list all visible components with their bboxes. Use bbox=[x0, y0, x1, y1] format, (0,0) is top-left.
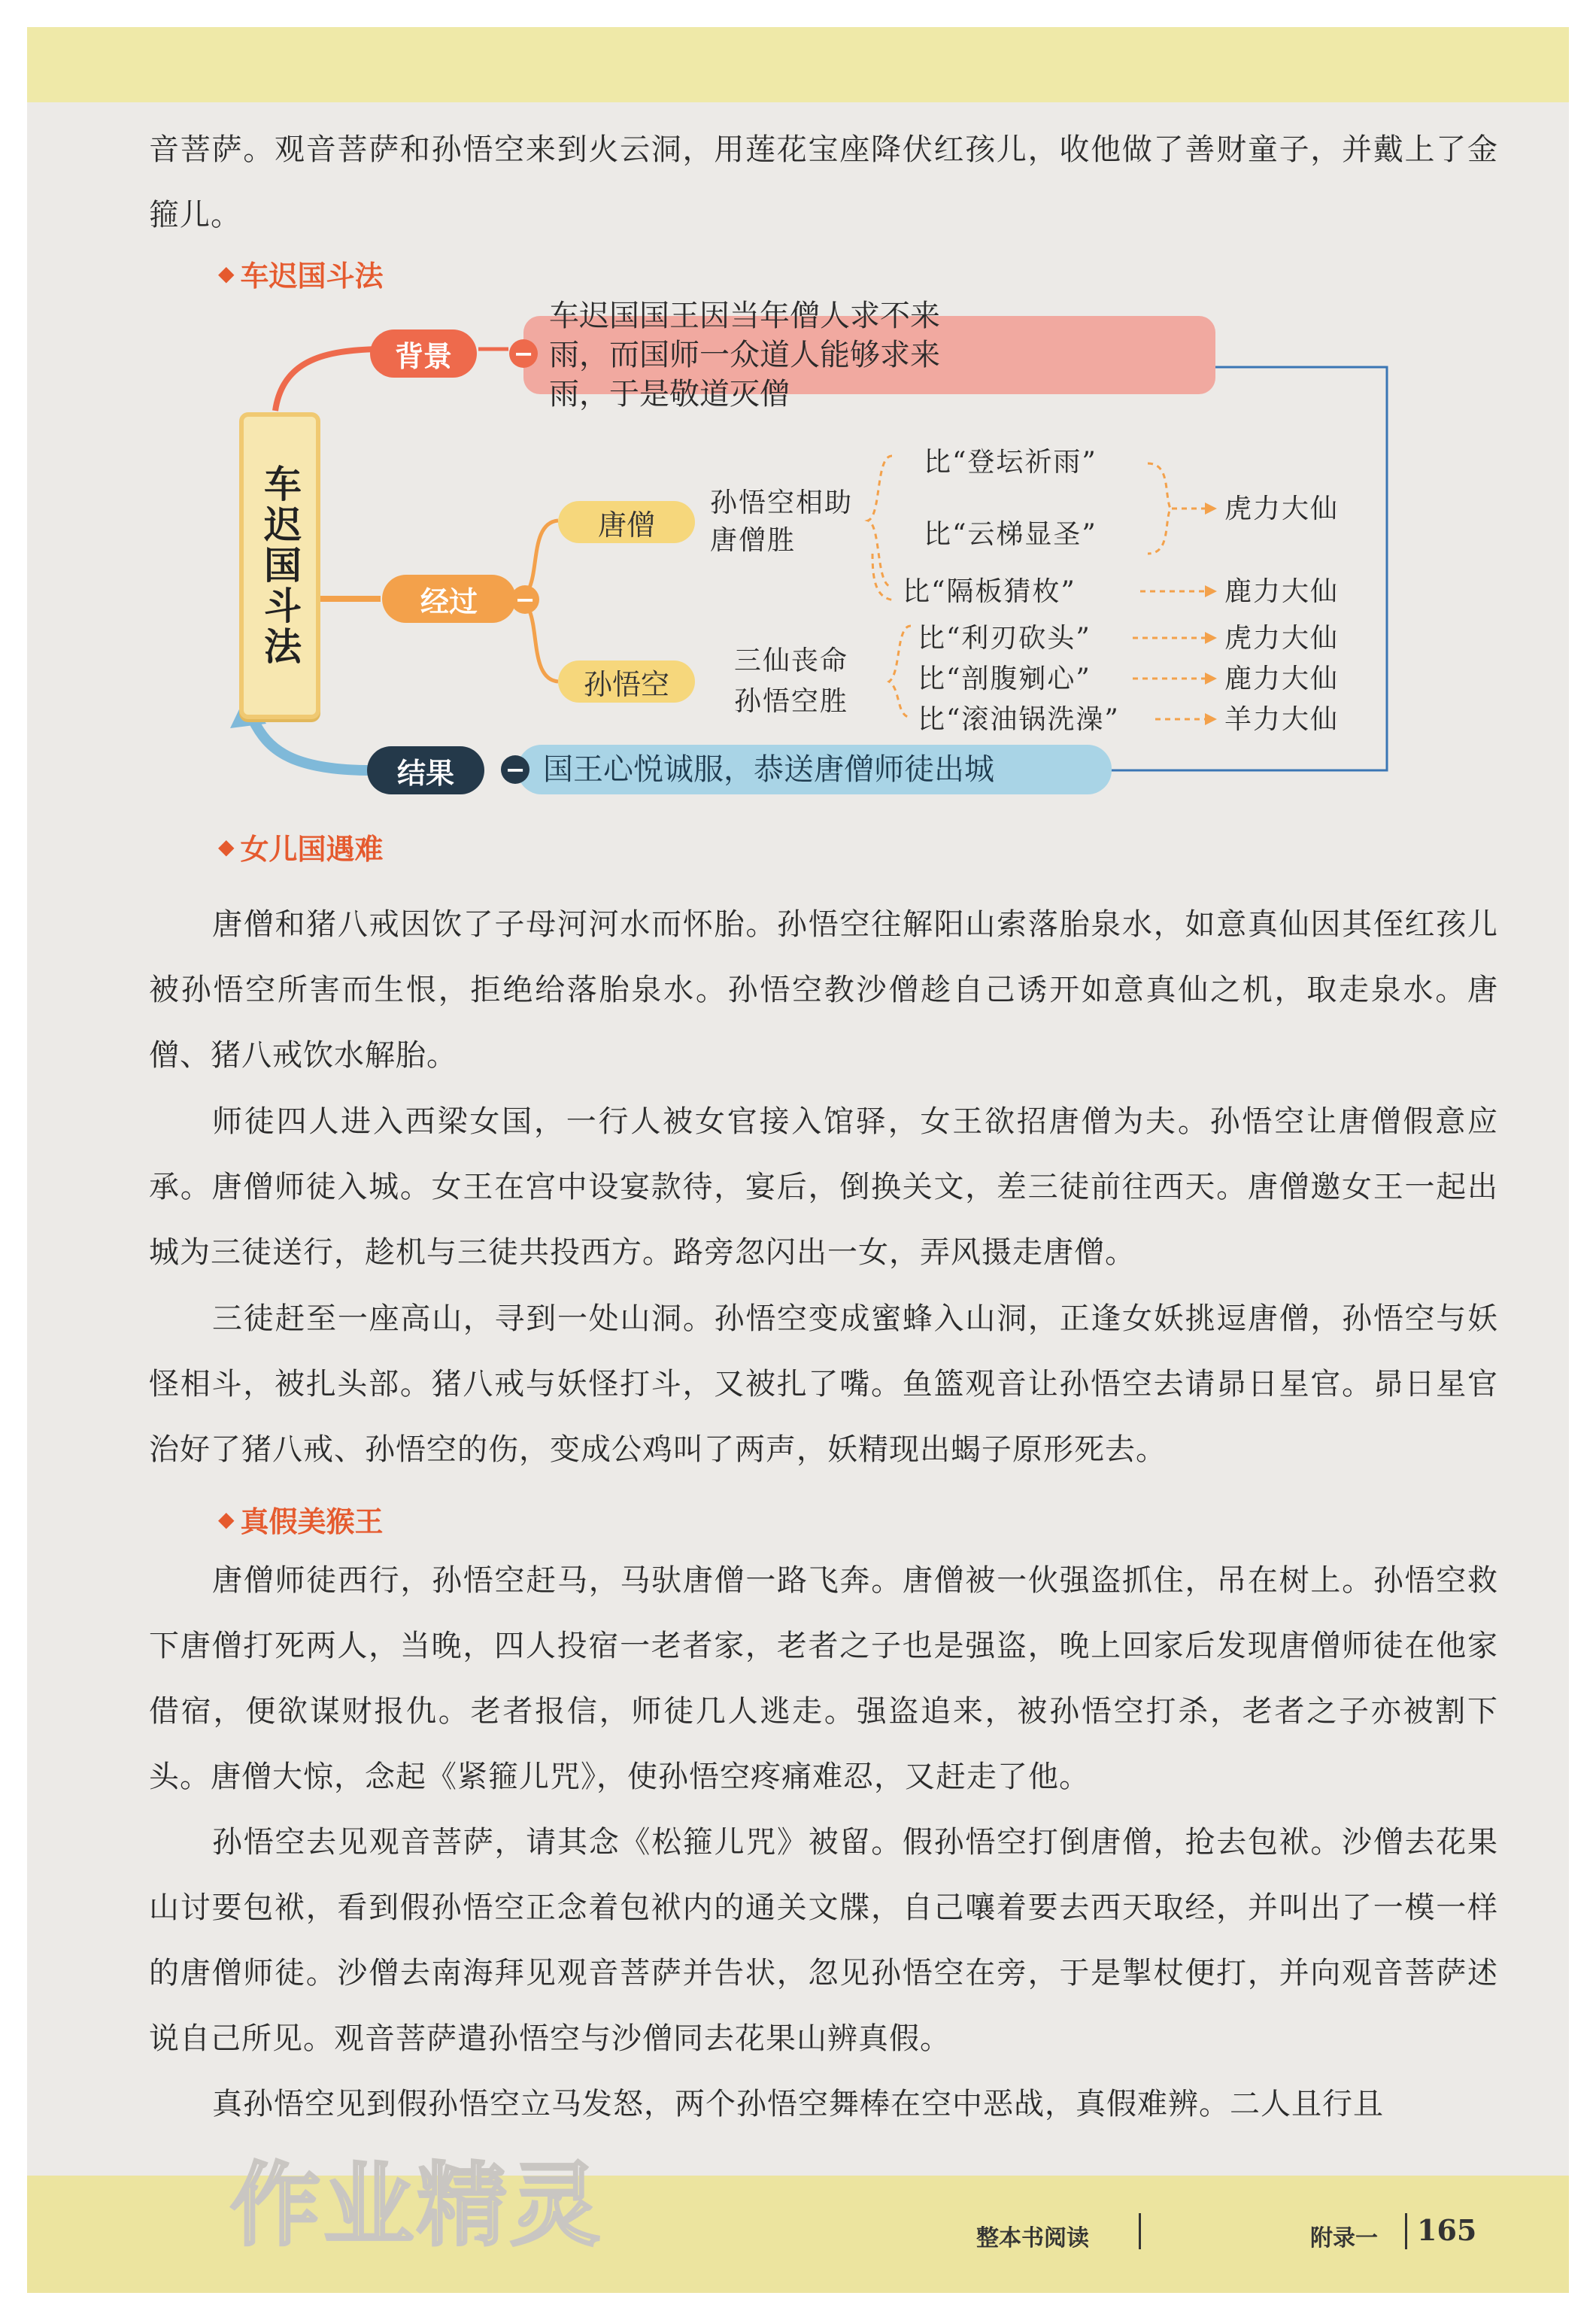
paragraph: 师徒四人进入西梁女国，一行人被女官接入馆驿，女王欲招唐僧为夫。孙悟空让唐僧假意应承。唐僧师徒入城。女王在宫中设宴款待，宴后，倒换关文，差三徒前往西天。唐僧邀女王一起出城为三徒送行，趁机与三徒共投西方。路旁忽闪出一女，弄风摄走唐僧。 bbox=[149, 1104, 1498, 1270]
diamond-icon: ◆ bbox=[218, 1507, 235, 1532]
contest-1: 比“登坛祈雨” bbox=[924, 447, 1097, 478]
background-box bbox=[523, 299, 1215, 411]
tang-note-line1: 孙悟空相助 bbox=[710, 487, 854, 518]
contest-2: 比“云梯显圣” bbox=[924, 519, 1097, 550]
background-text: 车迟国国王因当年僧人求不来雨，而国师一众道人能够求来雨，于是敬道灭僧 bbox=[549, 299, 940, 411]
footer-divider bbox=[1405, 2213, 1407, 2249]
footer-divider bbox=[1139, 2213, 1141, 2249]
paragraph: 孙悟空去见观音菩萨，请其念《松箍儿咒》被留。假孙悟空打倒唐僧，抢去包袱。沙僧去花果山讨要包袱，看到假孙悟空正念着包袱内的通关文牒，自己嚷着要去西天取经，并叫出了一模一样的唐僧师徒。沙僧去南海拜见观音菩萨并告状，忽见孙悟空在旁，于是掣杖便打，并向观音菩萨述说自己所见。观音菩萨遣孙悟空与沙僧同去花果山辨真假。 bbox=[149, 1825, 1498, 2056]
page bbox=[27, 27, 1569, 2293]
watermark: 作业精灵 bbox=[230, 2154, 603, 2258]
result-pill: 结果 bbox=[367, 746, 484, 794]
contest-6: 比“滚油锅洗澡” bbox=[918, 704, 1120, 735]
section-title-nuerguo bbox=[218, 826, 384, 867]
process-collapse-icon[interactable]: − bbox=[511, 585, 539, 614]
tang-note-line2: 唐僧胜 bbox=[710, 525, 796, 556]
result-text: 国王心悦诚服，恭送唐僧师徒出城 bbox=[543, 752, 994, 787]
background-collapse-icon[interactable]: − bbox=[509, 339, 538, 368]
contest-3-rival: 鹿力大仙 bbox=[1224, 576, 1340, 607]
section-title-text: 车迟国斗法 bbox=[240, 260, 384, 293]
contest-6-rival: 羊力大仙 bbox=[1224, 704, 1340, 735]
diamond-icon: ◆ bbox=[218, 834, 235, 859]
wukong-pill: 孙悟空 bbox=[558, 660, 695, 703]
center-node-text: 车迟国斗法 bbox=[258, 464, 302, 667]
paragraph: 唐僧和猪八戒因饮了子母河河水而怀胎。孙悟空往解阳山索落胎泉水，如意真仙因其侄红孩儿被孙悟空所害而生恨，拒绝给落胎泉水。孙悟空教沙僧趁自己诱开如意真仙之机，取走泉水。唐僧、猪八戒饮水解胎。 bbox=[149, 907, 1498, 1073]
result-collapse-icon[interactable]: − bbox=[501, 755, 529, 784]
footer-appendix-label: 附录一 bbox=[1310, 2225, 1378, 2252]
section-title-text: 女儿国遇难 bbox=[240, 833, 384, 866]
wukong-note-line1: 三仙丧命 bbox=[734, 645, 849, 676]
contest-4: 比“利刃砍头” bbox=[918, 623, 1091, 654]
section-title-text: 真假美猴王 bbox=[240, 1505, 384, 1538]
center-node bbox=[239, 412, 320, 719]
section-title-zhenjia bbox=[218, 1499, 384, 1540]
contest-5-rival: 鹿力大仙 bbox=[1224, 664, 1340, 694]
paragraph: 三徒赶至一座高山，寻到一处山洞。孙悟空变成蜜蜂入山洞，正逢女妖挑逗唐僧，孙悟空与妖怪相斗，被扎头部。猪八戒与妖怪打斗，又被扎了嘴。鱼篮观音让孙悟空去请昴日星官。昴日星官治好了猪八戒、孙悟空的伤，变成公鸡叫了两声，妖精现出蝎子原形死去。 bbox=[149, 1301, 1498, 1467]
tang-pill: 唐僧 bbox=[558, 501, 695, 543]
contest-12-rival: 虎力大仙 bbox=[1224, 493, 1340, 524]
footer-book-label: 整本书阅读 bbox=[976, 2225, 1089, 2252]
wukong-note-line2: 孙悟空胜 bbox=[734, 686, 849, 717]
contest-4-rival: 虎力大仙 bbox=[1224, 623, 1340, 654]
paragraph: 真孙悟空见到假孙悟空立马发怒，两个孙悟空舞棒在空中恶战，真假难辨。二人且行且 bbox=[212, 2087, 1384, 2121]
diamond-icon: ◆ bbox=[218, 261, 235, 286]
page-number: 165 bbox=[1417, 2213, 1477, 2247]
contest-3: 比“隔板猜枚” bbox=[903, 576, 1076, 607]
paragraph: 唐僧师徒西行，孙悟空赶马，马驮唐僧一路飞奔。唐僧被一伙强盗抓住，吊在树上。孙悟空救下唐僧打死两人，当晚，四人投宿一老者家，老者之子也是强盗，晚上回家后发现唐僧师徒在他家借宿，便欲谋财报仇。老者报信，师徒几人逃走。强盗追来，被孙悟空打杀，老者之子亦被割下头。唐僧大惊，念起《紧箍儿咒》，使孙悟空疼痛难忍，又赶走了他。 bbox=[149, 1563, 1498, 1794]
contest-5: 比“剖腹剜心” bbox=[918, 664, 1091, 694]
intro-paragraph: 音菩萨。观音菩萨和孙悟空来到火云洞，用莲花宝座降伏红孩儿，收他做了善财童子，并戴上了金箍儿。 bbox=[149, 132, 1498, 232]
result-box bbox=[517, 745, 1112, 794]
background-pill: 背景 bbox=[370, 329, 477, 378]
process-pill: 经过 bbox=[382, 575, 516, 623]
